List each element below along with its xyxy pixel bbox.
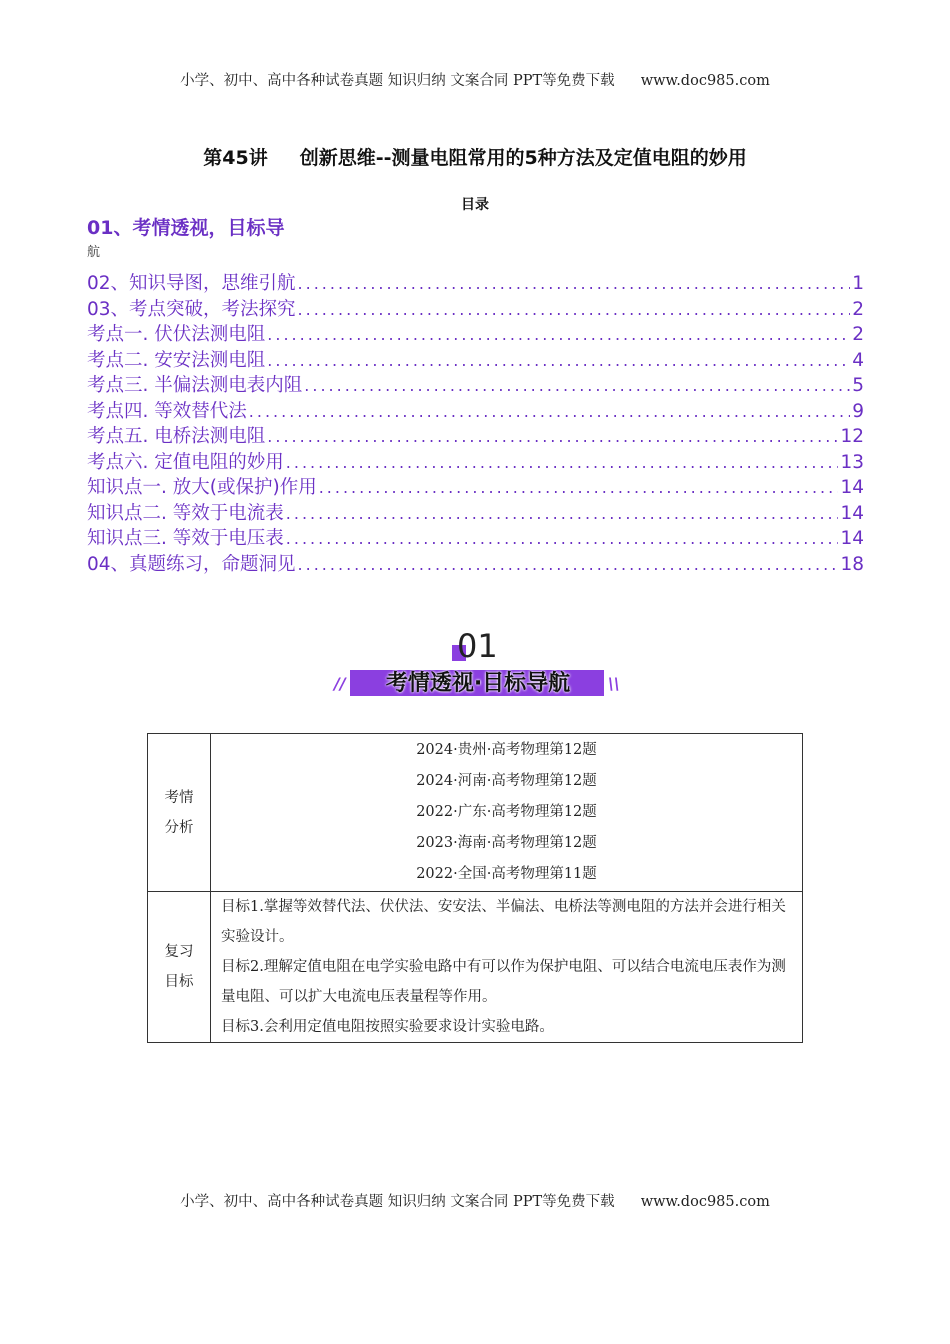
- toc-item[interactable]: [87, 422, 864, 448]
- toc-leader: [267, 427, 838, 446]
- toc-item-label: 考点五. 电桥法测电阻: [87, 426, 266, 447]
- toc-item-label: 02、知识导图，思维引航: [87, 273, 296, 294]
- exam-analysis-table: [147, 733, 803, 1043]
- toc-leader: [319, 478, 839, 497]
- toc-item-page: 4: [852, 349, 864, 371]
- toc-item-label: 知识点三. 等效于电压表: [87, 528, 284, 549]
- page-header: [0, 69, 950, 90]
- toc-item[interactable]: [87, 371, 864, 397]
- toc-leader: [304, 376, 850, 395]
- exam-item: 2022·全国·高考物理第11题: [416, 866, 597, 882]
- toc-item-page: 1: [852, 273, 864, 294]
- toc-item-page: 14: [840, 502, 864, 524]
- toc-item-label: 考点四. 等效替代法: [87, 400, 247, 422]
- toc-leader: [249, 402, 850, 421]
- toc-item[interactable]: [87, 448, 864, 474]
- page-title: [0, 143, 950, 170]
- toc-item[interactable]: [87, 320, 864, 346]
- toc-leader: [298, 300, 851, 319]
- toc-item[interactable]: [87, 550, 864, 576]
- toc-item-page: 12: [840, 426, 864, 447]
- banner-slash-left: //: [334, 674, 346, 693]
- toc-item-label: 考点三. 半偏法测电表内阻: [87, 375, 303, 396]
- exam-item: 2022·广东·高考物理第12题: [416, 804, 597, 820]
- toc-leader: [298, 555, 839, 574]
- toc-item-page: 18: [840, 553, 864, 575]
- toc-item-page: 14: [840, 528, 864, 549]
- toc-leader: [286, 529, 839, 548]
- toc-leader: [298, 274, 851, 293]
- toc-item-label: 考点六. 定值电阻的妙用: [87, 451, 284, 473]
- banner-slash-right: \\: [608, 674, 620, 693]
- toc-leader: [286, 453, 839, 472]
- target-item: 目标3.会利用定值电阻按照实验要求设计实验电路。: [221, 1019, 554, 1035]
- toc-leader: [267, 351, 850, 370]
- banner-title: 考情透视·目标导航: [385, 671, 571, 696]
- toc-item[interactable]: [87, 524, 864, 550]
- exam-label-line2: 分析: [164, 819, 194, 836]
- exam-label-line1: 考情: [164, 789, 194, 806]
- footer-text: 小学、初中、高中各种试卷真题 知识归纳 文案合同 PPT等免费下载: [180, 1194, 615, 1210]
- table-row: [148, 892, 803, 1043]
- exam-item: 2023·海南·高考物理第12题: [416, 835, 597, 851]
- toc-item[interactable]: [87, 499, 864, 525]
- exam-analysis-label: [148, 734, 211, 892]
- toc-leader: [286, 504, 839, 523]
- toc-item-first[interactable]: 01、考情透视，目标导: [87, 217, 285, 239]
- exam-item: 2024·河南·高考物理第12题: [416, 773, 597, 789]
- toc-item-page: 2: [852, 298, 864, 320]
- toc-leader: [267, 325, 850, 344]
- target-label-line2: 目标: [164, 974, 194, 990]
- toc-item-label: 知识点二. 等效于电流表: [87, 502, 284, 524]
- exam-item: 2024·贵州·高考物理第12题: [416, 742, 597, 758]
- toc-item-label: 考点二. 安安法测电阻: [87, 349, 266, 371]
- page-footer: [0, 1190, 950, 1211]
- table-row: [148, 734, 803, 892]
- toc-item-label: 考点一. 伏伏法测电阻: [87, 324, 266, 345]
- lecture-topic: 创新思维--测量电阻常用的5种方法及定值电阻的妙用: [299, 147, 747, 169]
- review-target-label: [148, 892, 211, 1043]
- toc-item[interactable]: [87, 473, 864, 499]
- section-banner: [330, 625, 620, 705]
- target-list-cell: [211, 892, 803, 1043]
- toc-item[interactable]: [87, 269, 864, 295]
- exam-list-cell: [211, 734, 803, 892]
- toc-item[interactable]: [87, 295, 864, 321]
- header-site-link[interactable]: www.doc985.com: [640, 73, 770, 89]
- banner-number: 01: [457, 627, 498, 665]
- toc-item[interactable]: [87, 397, 864, 423]
- target-item: 目标2.理解定值电阻在电学实验电路中有可以作为保护电阻、可以结合电流电压表作为测量电阻、可以扩大电流电压表量程等作用。: [221, 959, 786, 1005]
- toc-item-label: 03、考点突破，考法探究: [87, 298, 296, 320]
- table-of-contents: [87, 269, 864, 575]
- toc-item-first-wrap: 航: [87, 245, 101, 260]
- toc-item-label: 04、真题练习，命题洞见: [87, 553, 296, 575]
- toc-item-page: 2: [852, 324, 864, 345]
- toc-item[interactable]: [87, 346, 864, 372]
- target-label-line1: 复习: [164, 944, 194, 960]
- header-text: 小学、初中、高中各种试卷真题 知识归纳 文案合同 PPT等免费下载: [180, 73, 615, 89]
- lecture-number: 第45讲: [203, 147, 268, 169]
- toc-item-label: 知识点一. 放大(或保护)作用: [87, 477, 317, 498]
- toc-heading: 目录: [461, 197, 489, 213]
- toc-item-page: 9: [852, 400, 864, 422]
- toc-item-page: 14: [840, 477, 864, 498]
- toc-item-page: 13: [840, 451, 864, 473]
- footer-site-link[interactable]: www.doc985.com: [640, 1194, 770, 1210]
- target-item: 目标1.掌握等效替代法、伏伏法、安安法、半偏法、电桥法等测电阻的方法并会进行相关实验设计。: [221, 899, 786, 945]
- toc-item-page: 5: [852, 375, 864, 396]
